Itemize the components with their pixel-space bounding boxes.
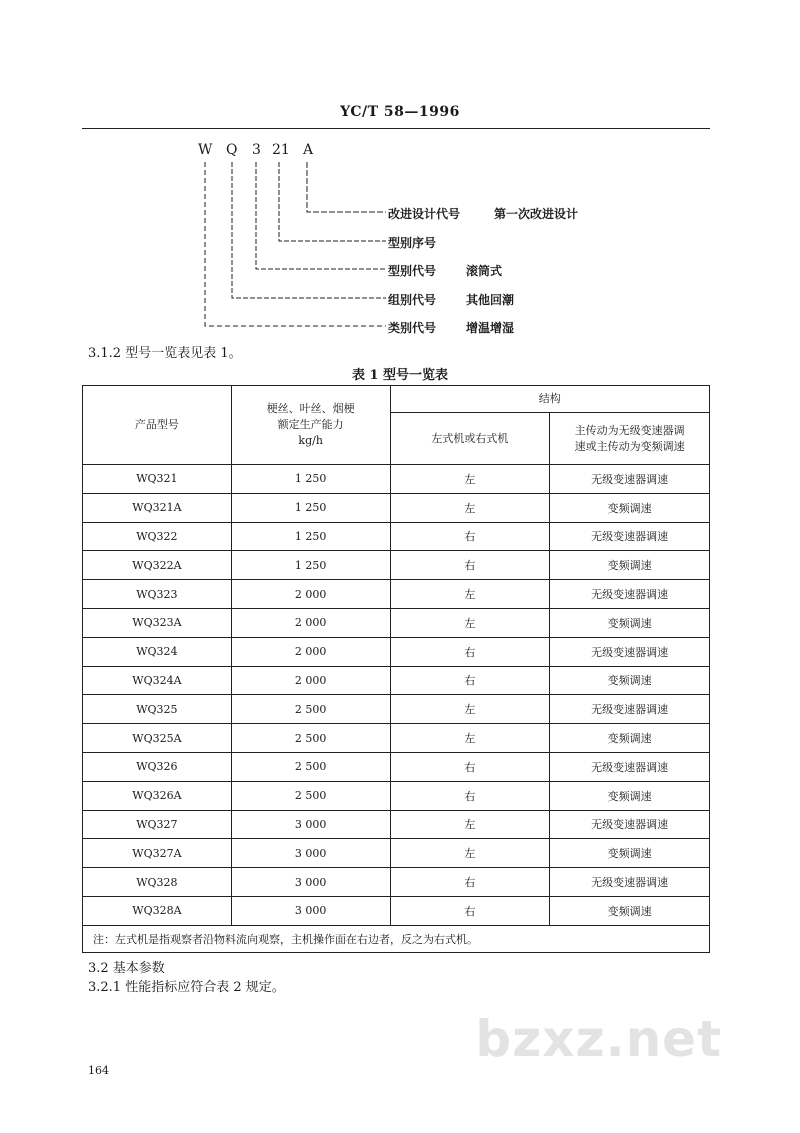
cell-model: WQ326A	[83, 781, 232, 810]
table-title: 表 1 型号一览表	[351, 368, 449, 383]
code-letter-a: A	[303, 142, 314, 158]
desc-label-group-code: 组别代号	[388, 293, 437, 307]
code-letter-21: 21	[272, 142, 290, 158]
cell-capacity: 2 500	[231, 695, 390, 724]
cell-model: WQ321	[83, 465, 232, 494]
cell-model: WQ323	[83, 580, 232, 609]
watermark-text: bzxz.net	[475, 1010, 722, 1068]
cell-side: 左	[390, 839, 550, 868]
cell-capacity: 2 500	[231, 724, 390, 753]
desc-value-group-code: 其他回潮	[466, 293, 515, 307]
cell-drive: 变频调速	[550, 896, 710, 925]
cell-drive: 无级变速器调速	[550, 695, 710, 724]
header-capacity	[231, 386, 390, 465]
header-structure: 结构	[390, 386, 709, 413]
cell-capacity: 2 000	[231, 666, 390, 695]
cell-side: 左	[390, 580, 550, 609]
cell-side: 右	[390, 637, 550, 666]
desc-label-improvement: 改进设计代号	[388, 207, 461, 221]
table-row	[83, 666, 710, 695]
cell-drive: 变频调速	[550, 666, 710, 695]
cell-drive: 变频调速	[550, 839, 710, 868]
standard-number: YC/T 58—1996	[340, 104, 460, 120]
desc-label-type-seq: 型别序号	[388, 236, 437, 250]
cell-drive: 无级变速器调速	[550, 868, 710, 897]
cell-side: 右	[390, 522, 550, 551]
table-row	[83, 810, 710, 839]
cell-side: 右	[390, 896, 550, 925]
table-row	[83, 724, 710, 753]
desc-value-type-code: 滚筒式	[466, 264, 503, 278]
cell-model: WQ325A	[83, 724, 232, 753]
table-row	[83, 580, 710, 609]
header-model: 产品型号	[83, 386, 232, 465]
section-3-1-2: 3.1.2 型号一览表见表 1。	[88, 346, 242, 361]
desc-value-category-code: 增温增湿	[466, 321, 515, 335]
table-row	[83, 839, 710, 868]
cell-model: WQ322	[83, 522, 232, 551]
cell-capacity: 1 250	[231, 493, 390, 522]
cell-drive: 变频调速	[550, 551, 710, 580]
cell-drive: 无级变速器调速	[550, 580, 710, 609]
cell-side: 左	[390, 695, 550, 724]
cell-model: WQ327	[83, 810, 232, 839]
table-row	[83, 522, 710, 551]
table-row	[83, 608, 710, 637]
cell-capacity: 3 000	[231, 868, 390, 897]
code-letter-q: Q	[226, 142, 238, 158]
cell-side: 右	[390, 868, 550, 897]
table-row	[83, 637, 710, 666]
cell-drive: 变频调速	[550, 608, 710, 637]
cell-capacity: 2 000	[231, 608, 390, 637]
desc-value-improvement: 第一次改进设计	[494, 207, 579, 221]
cell-capacity: 3 000	[231, 810, 390, 839]
header-drive-line1: 主传动为无级变速器调	[574, 423, 685, 437]
cell-model: WQ321A	[83, 493, 232, 522]
header-capacity-line1: 梗丝、叶丝、烟梗	[266, 402, 355, 415]
table-row	[83, 896, 710, 925]
header-side: 左式机或右式机	[390, 413, 550, 465]
cell-drive: 无级变速器调速	[550, 465, 710, 494]
table-row	[83, 752, 710, 781]
table-row	[83, 695, 710, 724]
cell-drive: 无级变速器调速	[550, 752, 710, 781]
cell-capacity: 2 500	[231, 752, 390, 781]
cell-drive: 无级变速器调速	[550, 522, 710, 551]
model-table	[82, 385, 710, 953]
cell-side: 左	[390, 724, 550, 753]
header-drive	[550, 413, 710, 465]
cell-model: WQ324A	[83, 666, 232, 695]
table-row	[83, 465, 710, 494]
cell-side: 左	[390, 608, 550, 637]
cell-capacity: 2 000	[231, 580, 390, 609]
cell-drive: 变频调速	[550, 781, 710, 810]
cell-model: WQ328	[83, 868, 232, 897]
cell-capacity: 2 000	[231, 637, 390, 666]
code-letter-w: W	[198, 142, 213, 158]
table-row	[83, 551, 710, 580]
cell-drive: 变频调速	[550, 724, 710, 753]
section-3-2: 3.2 基本参数	[88, 961, 165, 976]
page-number: 164	[88, 1064, 109, 1077]
cell-model: WQ324	[83, 637, 232, 666]
header-drive-line2: 速或主传动为变频调速	[574, 439, 685, 453]
cell-model: WQ327A	[83, 839, 232, 868]
cell-capacity: 1 250	[231, 465, 390, 494]
cell-side: 右	[390, 551, 550, 580]
cell-model: WQ325	[83, 695, 232, 724]
cell-capacity: 3 000	[231, 896, 390, 925]
cell-capacity: 1 250	[231, 551, 390, 580]
cell-model: WQ323A	[83, 608, 232, 637]
cell-capacity: 3 000	[231, 839, 390, 868]
cell-side: 左	[390, 465, 550, 494]
cell-drive: 无级变速器调速	[550, 810, 710, 839]
cell-drive: 无级变速器调速	[550, 637, 710, 666]
cell-capacity: 1 250	[231, 522, 390, 551]
cell-model: WQ322A	[83, 551, 232, 580]
cell-side: 右	[390, 752, 550, 781]
cell-side: 左	[390, 810, 550, 839]
desc-label-type-code: 型别代号	[388, 264, 437, 278]
code-letter-3: 3	[252, 142, 261, 158]
desc-label-category-code: 类别代号	[388, 321, 437, 335]
cell-side: 左	[390, 493, 550, 522]
table-row	[83, 868, 710, 897]
cell-model: WQ328A	[83, 896, 232, 925]
table-note: 注：左式机是指观察者沿物料流向观察，主机操作面在右边者，反之为右式机。	[83, 925, 710, 952]
table-row	[83, 781, 710, 810]
table-row	[83, 493, 710, 522]
header-capacity-line3: kg/h	[298, 434, 323, 447]
cell-side: 右	[390, 781, 550, 810]
cell-model: WQ326	[83, 752, 232, 781]
cell-side: 右	[390, 666, 550, 695]
header-capacity-line2: 额定生产能力	[277, 418, 344, 431]
cell-capacity: 2 500	[231, 781, 390, 810]
section-3-2-1: 3.2.1 性能指标应符合表 2 规定。	[88, 980, 285, 995]
cell-drive: 变频调速	[550, 493, 710, 522]
